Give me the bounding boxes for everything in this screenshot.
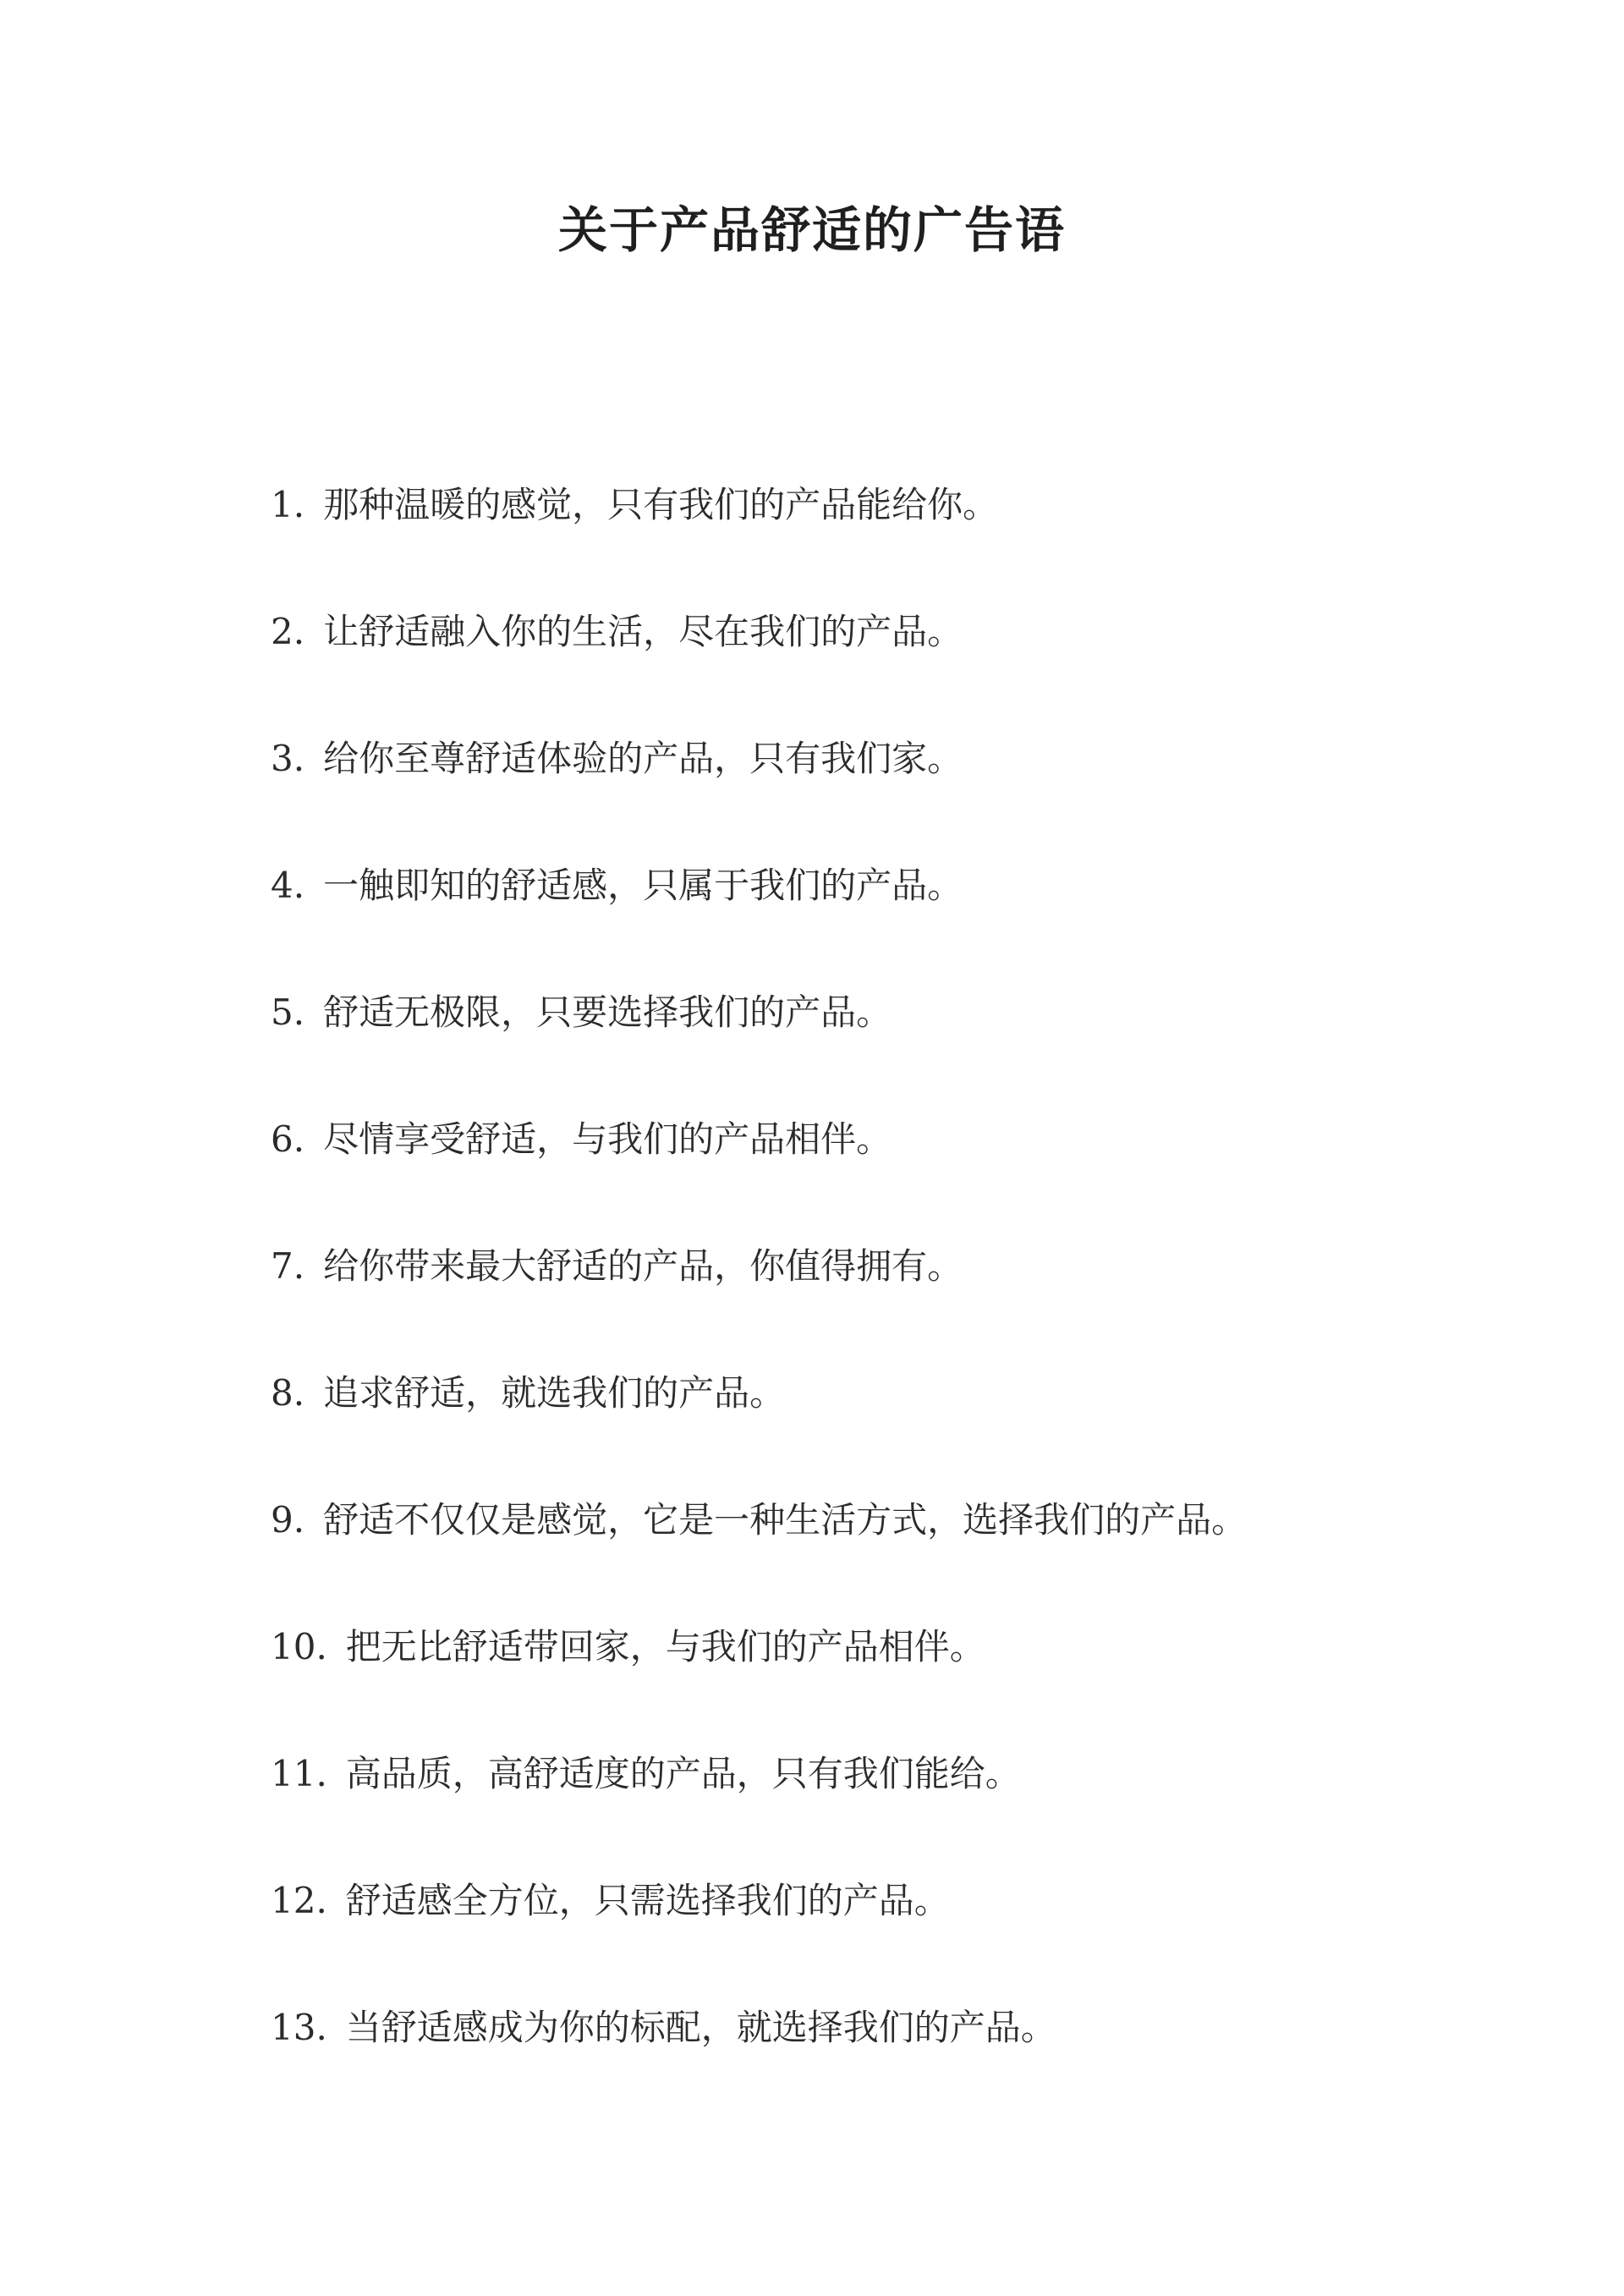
list-item [271, 569, 1539, 695]
list-item [271, 1076, 1539, 1203]
item-number: 6. [271, 1118, 305, 1160]
item-number: 5. [271, 991, 305, 1033]
item-number: 7. [271, 1245, 305, 1287]
list-item [271, 822, 1539, 949]
item-text: 舒适感全方位，只需选择我们的产品。 [345, 1880, 950, 1921]
item-text: 尽情享受舒适，与我们的产品相伴。 [323, 1118, 892, 1160]
list-item [271, 695, 1539, 822]
item-text: 追求舒适，就选我们的产品。 [323, 1372, 786, 1414]
item-text: 那种温暖的感觉，只有我们的产品能给你。 [323, 484, 999, 525]
item-number: 1. [271, 484, 305, 525]
list-item [271, 949, 1539, 1076]
list-item [271, 1457, 1539, 1584]
list-item [271, 1711, 1539, 1837]
item-text: 舒适不仅仅是感觉，它是一种生活方式，选择我们的产品。 [323, 1499, 1248, 1541]
item-number: 9. [271, 1499, 305, 1541]
item-text: 高品质，高舒适度的产品，只有我们能给。 [345, 1753, 1021, 1794]
item-text: 把无比舒适带回家，与我们的产品相伴。 [345, 1626, 985, 1667]
list-item [271, 1203, 1539, 1330]
item-text: 舒适无极限，只要选择我们的产品。 [323, 991, 892, 1033]
item-number: 4. [271, 865, 305, 906]
item-number: 11. [271, 1753, 327, 1794]
item-number: 13. [271, 2007, 327, 2048]
document-title: 关于产品舒适的广告语 [557, 201, 1066, 259]
item-number: 10. [271, 1626, 327, 1667]
item-number: 8. [271, 1372, 305, 1414]
item-text: 当舒适感成为你的标配，就选择我们的产品。 [345, 2007, 1056, 2048]
list-item [271, 1330, 1539, 1457]
item-number: 3. [271, 738, 305, 779]
list-item [271, 442, 1539, 569]
item-text: 让舒适融入你的生活，尽在我们的产品。 [323, 611, 963, 652]
item-number: 12. [271, 1880, 327, 1921]
item-text: 给你带来最大舒适的产品，你值得拥有。 [323, 1245, 963, 1287]
list-item [271, 1837, 1539, 1964]
list-item [271, 1964, 1539, 2091]
item-text: 一触即知的舒适感，只属于我们的产品。 [323, 865, 963, 906]
item-text: 给你至尊舒适体验的产品，只有我们家。 [323, 738, 963, 779]
slogan-list [271, 442, 1539, 2091]
item-number: 2. [271, 611, 305, 652]
list-item [271, 1584, 1539, 1711]
